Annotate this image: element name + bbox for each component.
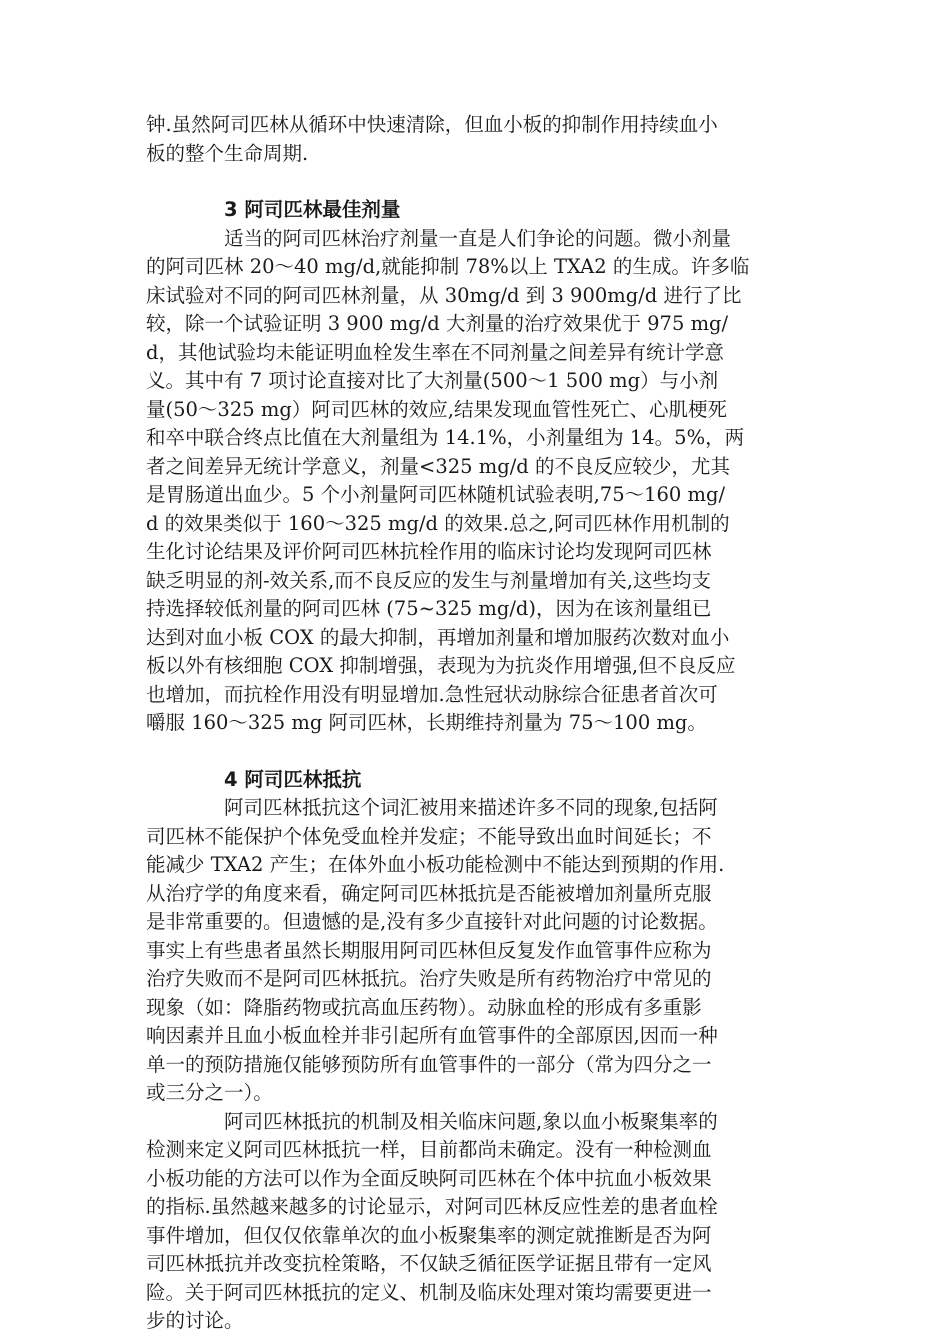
text-line: 或三分之一）。 — [146, 1081, 273, 1104]
text-line: 生化讨论结果及评价阿司匹林抗栓作用的临床讨论均发现阿司匹林 — [146, 540, 712, 563]
text-line: 能减少 TXA2 产生；在体外血小板功能检测中不能达到预期的作用. — [146, 853, 725, 876]
text-line: 步的讨论。 — [146, 1309, 244, 1332]
text-line: 板的整个生命周期. — [146, 141, 309, 165]
text-line: 钟.虽然阿司匹林从循环中快速清除，但血小板的抑制作用持续血小 — [146, 113, 718, 136]
text-line: 险。关于阿司匹林抵抗的定义、机制及临床处理对策均需要更进一 — [146, 1280, 712, 1304]
text-line: 床试验对不同的阿司匹林剂量，从 30mg/d 到 3 900mg/d 进行了比 — [146, 283, 742, 307]
intro-paragraph — [146, 111, 806, 168]
section-4-paragraph-1 — [146, 794, 806, 1108]
text-line: 和卒中联合终点比值在大剂量组为 14.1%，小剂量组为 14。5%，两 — [146, 426, 745, 449]
text-line: d 的效果类似于 160～325 mg/d 的效果.总之,阿司匹林作用机制的 — [146, 511, 730, 535]
text-line: 也增加，而抗栓作用没有明显增加.急性冠状动脉综合征患者首次可 — [146, 682, 718, 706]
section-4-paragraph-2 — [146, 1108, 806, 1336]
section-heading: 4 阿司匹林抵抗 — [224, 767, 362, 791]
text-line: 事件增加，但仅仅依靠单次的血小板聚集率的测定就推断是否为阿 — [146, 1223, 712, 1247]
text-line: 较，除一个试验证明 3 900 mg/d 大剂量的治疗效果优于 975 mg/ — [146, 312, 729, 335]
text-line: 义。其中有 7 项讨论直接对比了大剂量(500～1 500 mg）与小剂 — [146, 369, 719, 392]
section-4 — [146, 766, 806, 1336]
text-line: 达到对血小板 COX 的最大抑制，再增加剂量和增加服药次数对血小 — [146, 625, 730, 649]
text-line: 从治疗学的角度来看，确定阿司匹林抵抗是否能被增加剂量所克服 — [146, 881, 712, 905]
text-line: 治疗失败而不是阿司匹林抵抗。治疗失败是所有药物治疗中常见的 — [146, 967, 712, 990]
text-line: d，其他试验均未能证明血栓发生率在不同剂量之间差异有统计学意 — [146, 340, 724, 364]
text-line: 量(50～325 mg）阿司匹林的效应,结果发现血管性死亡、心肌梗死 — [146, 397, 728, 421]
section-3 — [146, 196, 806, 738]
text-line: 小板功能的方法可以作为全面反映阿司匹林在个体中抗血小板效果 — [146, 1166, 712, 1190]
text-line: 适当的阿司匹林治疗剂量一直是人们争论的问题。微小剂量 — [224, 226, 732, 250]
text-line: 缺乏明显的剂-效关系,而不良反应的发生与剂量增加有关,这些均支 — [146, 568, 711, 592]
text-line: 持选择较低剂量的阿司匹林 (75~325 mg/d)，因为在该剂量组已 — [146, 597, 712, 620]
text-line: 阿司匹林抵抗的机制及相关临床问题,象以血小板聚集率的 — [224, 1109, 718, 1133]
paragraph-gap — [146, 168, 806, 196]
section-heading: 3 阿司匹林最佳剂量 — [224, 198, 401, 221]
text-line: 事实上有些患者虽然长期服用阿司匹林但反复发作血管事件应称为 — [146, 938, 712, 962]
text-line: 司匹林不能保护个体免受血栓并发症；不能导致出血时间延长；不 — [146, 824, 712, 848]
document-body — [146, 111, 806, 1336]
text-line: 是非常重要的。但遗憾的是,没有多少直接针对此问题的讨论数据。 — [146, 910, 718, 933]
text-line: 的指标.虽然越来越多的讨论显示，对阿司匹林反应性差的患者血栓 — [146, 1195, 718, 1218]
text-line: 响因素并且血小板血栓并非引起所有血管事件的全部原因,因而一种 — [146, 1024, 718, 1047]
paragraph-gap — [146, 738, 806, 766]
text-line: 板以外有核细胞 COX 抑制增强，表现为为抗炎作用增强,但不良反应 — [146, 654, 736, 677]
text-line: 者之间差异无统计学意义，剂量<325 mg/d 的不良反应较少，尤其 — [146, 454, 730, 478]
text-line: 阿司匹林抵抗这个词汇被用来描述许多不同的现象,包括阿 — [224, 796, 718, 819]
text-line: 司匹林抵抗并改变抗栓策略，不仅缺乏循征医学证据且带有一定风 — [146, 1252, 712, 1275]
section-3-paragraph — [146, 225, 806, 738]
text-line: 是胃肠道出血少。5 个小剂量阿司匹林随机试验表明,75～160 mg/ — [146, 483, 726, 506]
text-line: 现象（如：降脂药物或抗高血压药物）。动脉血栓的形成有多重影 — [146, 995, 702, 1019]
text-line: 的阿司匹林 20～40 mg/d,就能抑制 78%以上 TXA2 的生成。许多临 — [146, 255, 750, 278]
text-line: 单一的预防措施仅能够预防所有血管事件的一部分（常为四分之一 — [146, 1052, 712, 1076]
text-line: 检测来定义阿司匹林抵抗一样，目前都尚未确定。没有一种检测血 — [146, 1138, 712, 1161]
text-line: 嚼服 160～325 mg 阿司匹林，长期维持剂量为 75～100 mg。 — [146, 711, 707, 734]
